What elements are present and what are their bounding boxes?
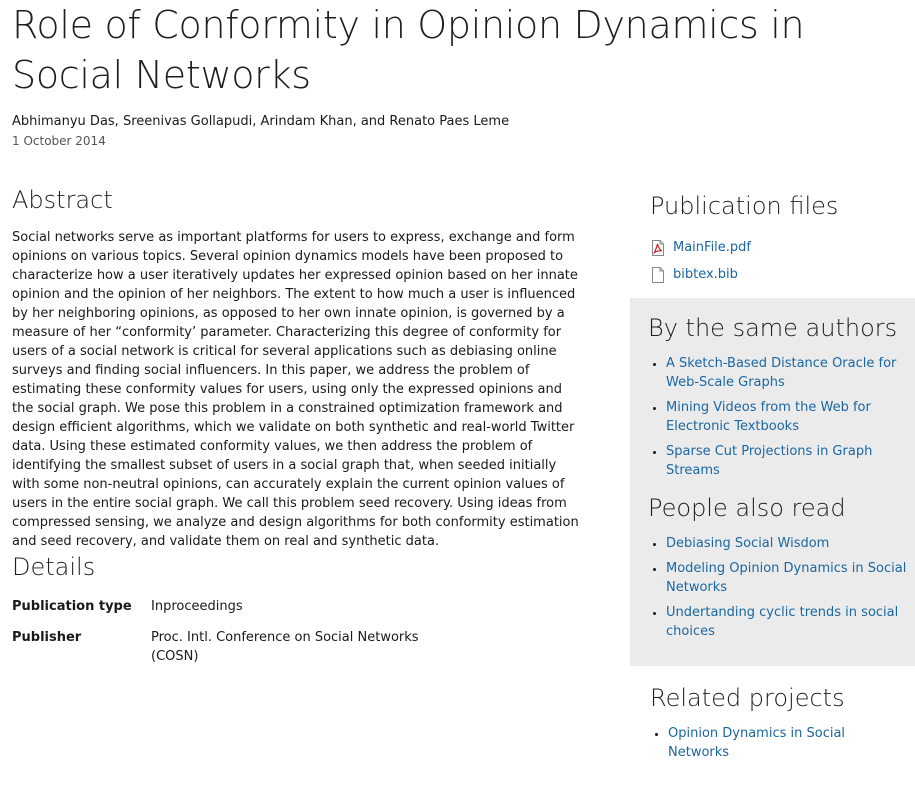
- pdf-file-icon: [650, 240, 666, 256]
- main-content: [12, 184, 584, 666]
- list-item: [666, 603, 915, 641]
- abstract-heading: Abstract: [12, 186, 113, 214]
- details-key: Publisher: [12, 630, 82, 645]
- text-file-icon: [650, 267, 666, 283]
- file-item: [650, 234, 915, 261]
- same-authors-heading: By the same authors: [648, 314, 898, 342]
- details-key: Publication type: [12, 599, 132, 614]
- same-authors-list: [648, 354, 915, 480]
- also-read-link[interactable]: Modeling Opinion Dynamics in Social Networks: [666, 561, 907, 595]
- also-read-heading: People also read: [648, 494, 846, 522]
- same-authors-link[interactable]: Mining Videos from the Web for Electronic Textbooks: [666, 400, 871, 434]
- publication-date: 1 October 2014: [12, 134, 106, 148]
- details-table: [12, 597, 431, 666]
- details-value: Inproceedings: [151, 599, 243, 614]
- list-item: [666, 354, 915, 392]
- list-item: [668, 724, 915, 762]
- file-item: [650, 261, 915, 288]
- details-row: [12, 597, 431, 628]
- same-authors-link[interactable]: A Sketch-Based Distance Oracle for Web-Scale Graphs: [666, 356, 897, 390]
- mainfile-pdf-link[interactable]: MainFile.pdf: [673, 240, 751, 255]
- files-list: [650, 234, 915, 288]
- publication-files-heading: Publication files: [650, 192, 839, 220]
- authors: Abhimanyu Das, Sreenivas Gollapudi, Arindam Khan, and Renato Paes Leme: [12, 114, 510, 129]
- related-projects-list: [650, 724, 915, 762]
- publication-files-panel: [630, 190, 915, 288]
- page-title: Role of Conformity in Opinion Dynamics in Social Networks: [12, 3, 805, 97]
- same-authors-link[interactable]: Sparse Cut Projections in Graph Streams: [666, 444, 873, 478]
- related-project-link[interactable]: Opinion Dynamics in Social Networks: [668, 726, 846, 760]
- list-item: [666, 559, 915, 597]
- related-projects-heading: Related projects: [650, 684, 845, 712]
- details-row: [12, 628, 431, 666]
- related-projects-panel: [630, 682, 915, 768]
- details-value: Proc. Intl. Conference on Social Networks (COSN): [151, 630, 419, 664]
- also-read-list: [648, 534, 915, 641]
- list-item: [666, 398, 915, 436]
- also-read-link[interactable]: Debiasing Social Wisdom: [666, 536, 830, 551]
- details-heading: Details: [12, 553, 96, 581]
- related-sidebar: [630, 298, 915, 666]
- list-item: [666, 534, 915, 553]
- also-read-link[interactable]: Undertanding cyclic trends in social choices: [666, 605, 899, 639]
- bibtex-link[interactable]: bibtex.bib: [673, 267, 738, 282]
- list-item: [666, 442, 915, 480]
- abstract-text: Social networks serve as important platforms for users to express, exchange and form opinions on various topics. Several opinion dynamics models have been proposed to characterize how a user iteratively updates her expressed opinion based on her innate opinion and the opinion of her neighbors. The extent to how much a user is influenced by her neighboring opinions, as opposed to her own innate opinion, is governed by a measure of her “conformity’ parameter. Characterizing this degree of conformity for users of a social network is critical for several applications such as debiasing online surveys and finding social influencers. In this paper, we address the problem of estimating these conformity values for users, using only the expressed opinions and the social graph. We pose this problem in a constrained optimization framework and design efficient algorithms, which we validate on both synthetic and real-world Twitter data. Using these estimated conformity values, we then address the problem of identifying the smallest subset of users in a social graph that, when seeded initially with some non-neutral opinions, can accurately explain the current opinion values of users in the entire social graph. We call this problem seed recovery. Using ideas from compressed sensing, we analyze and design algorithms for both conformity estimation and seed recovery, and validate them on real and synthetic data.: [12, 230, 579, 549]
